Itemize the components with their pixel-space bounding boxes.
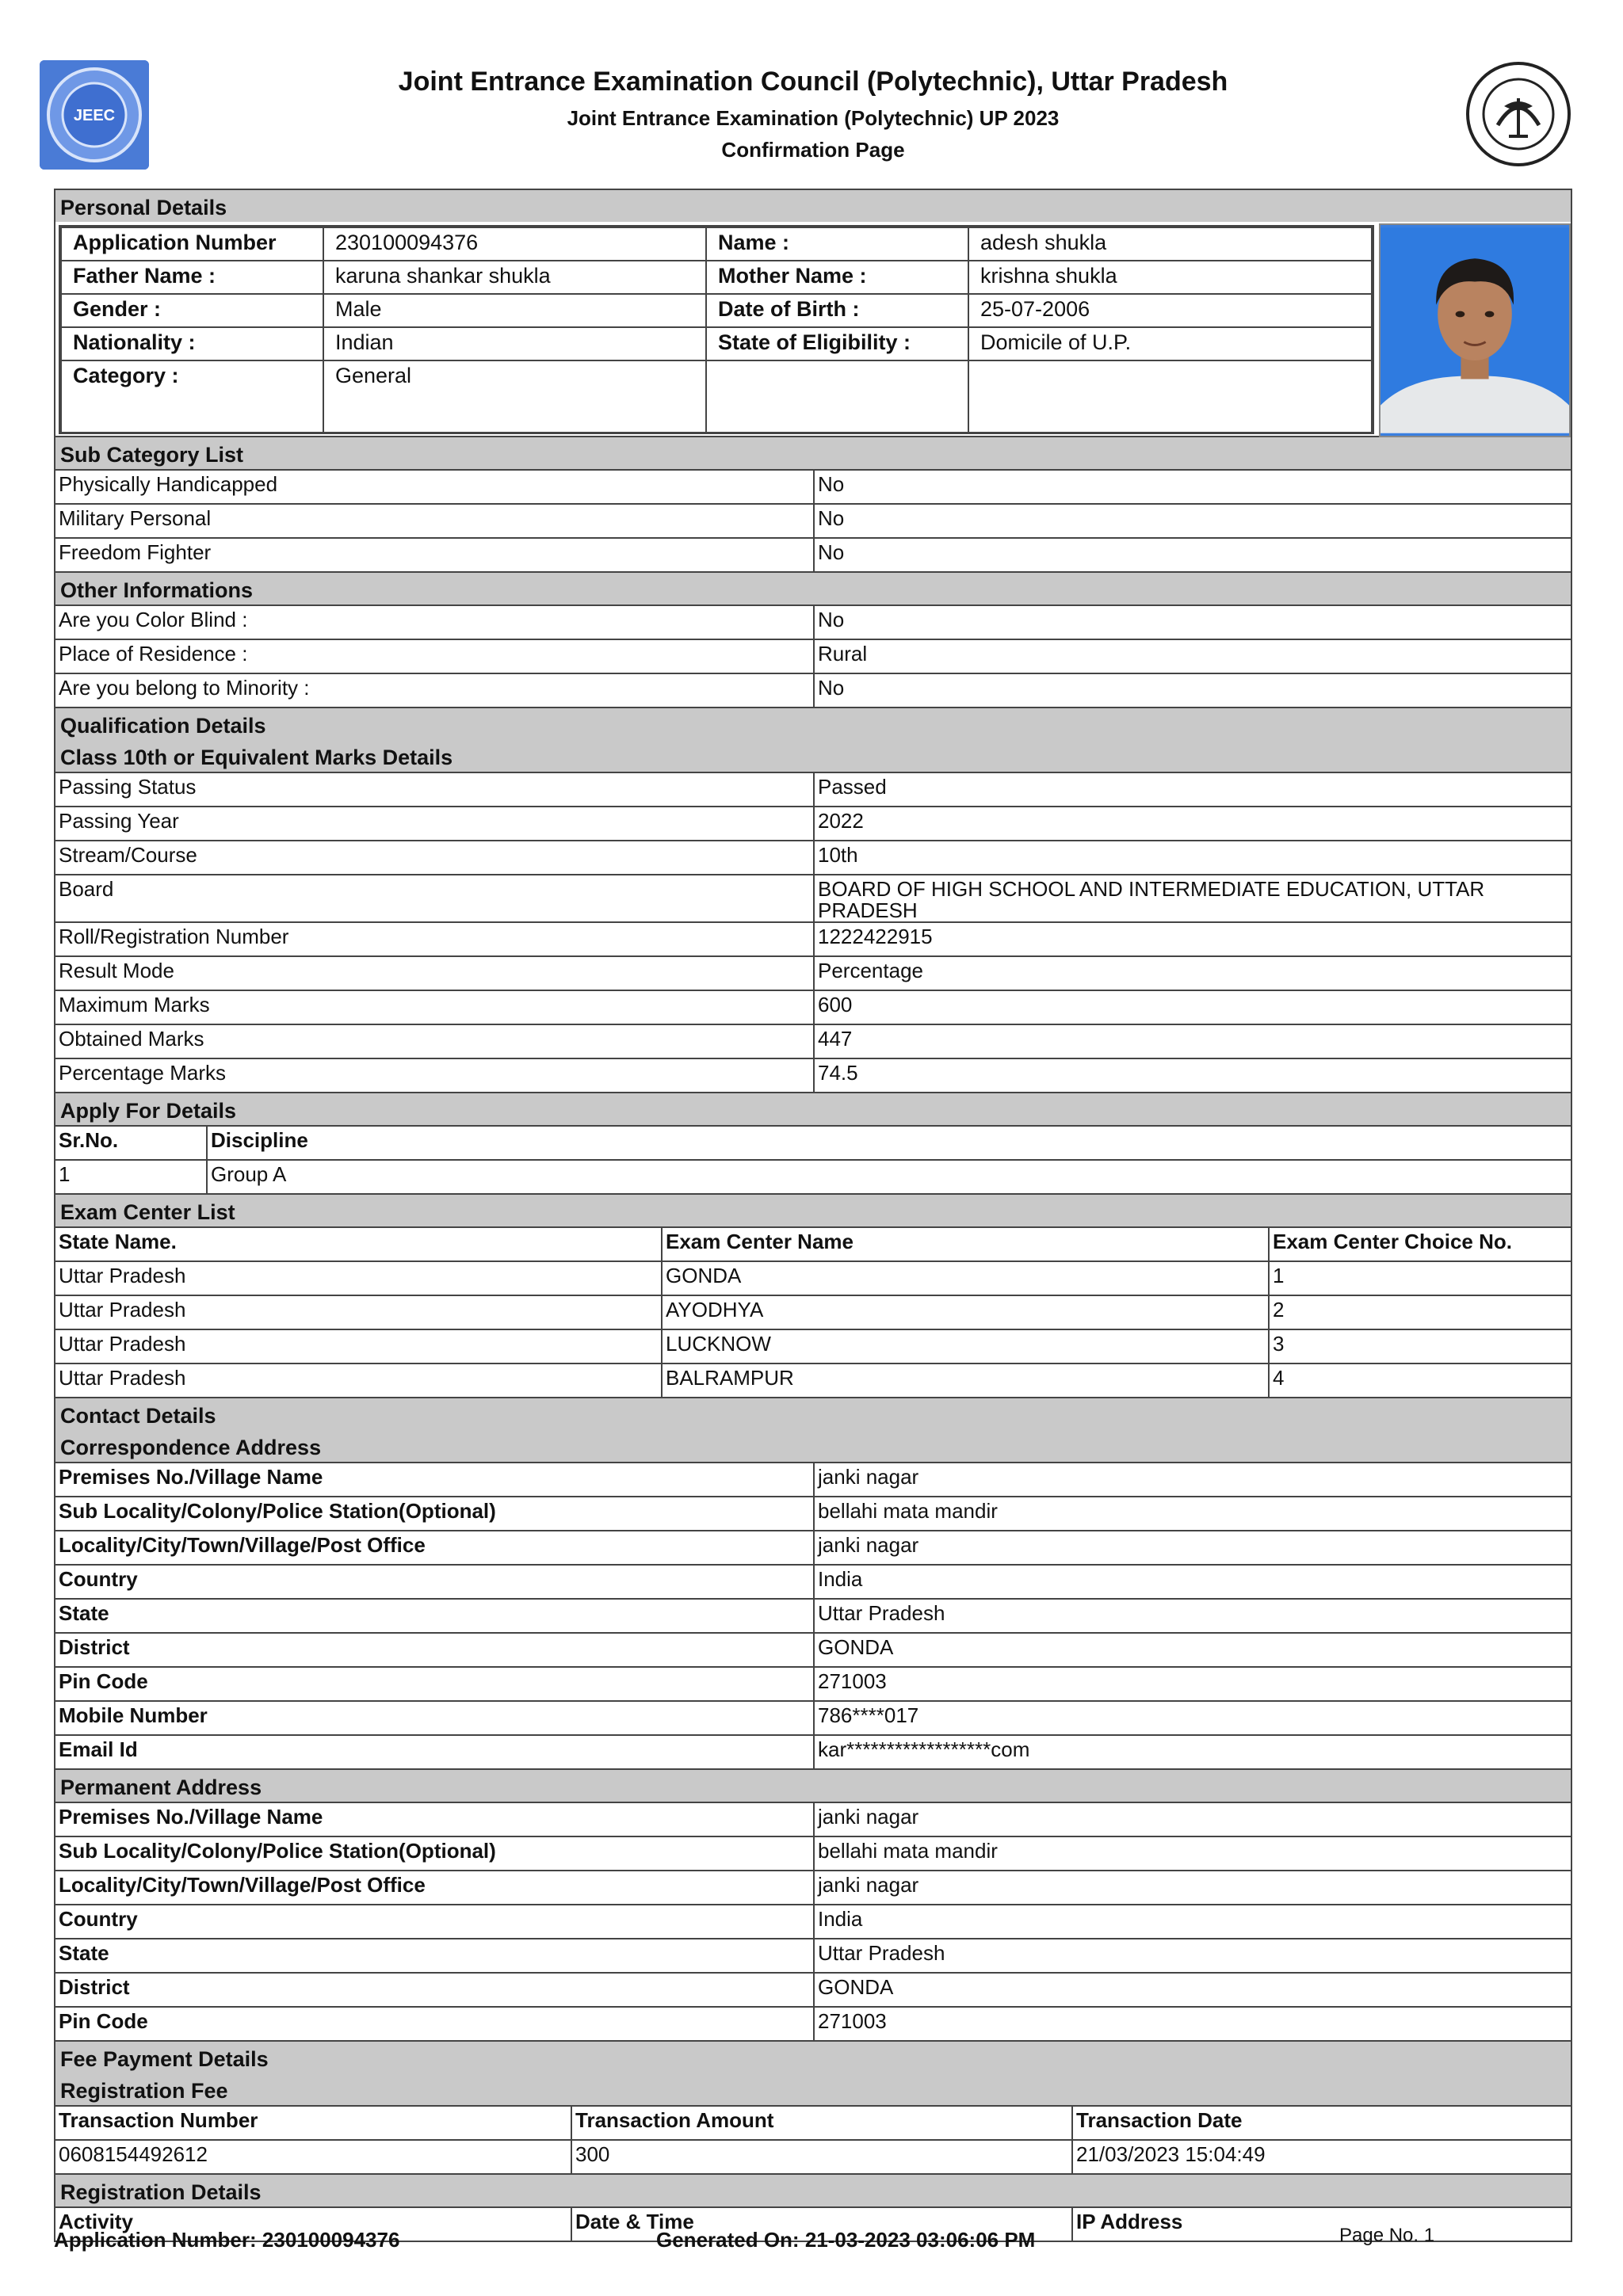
candidate-photo — [1379, 223, 1571, 437]
row-value: 10th — [814, 841, 1571, 875]
row-label: Are you Color Blind : — [55, 605, 814, 639]
fee-table — [54, 2105, 1572, 2175]
table-row — [55, 639, 1571, 673]
column-header: Transaction Number — [55, 2106, 571, 2140]
column-header: Transaction Amount — [571, 2106, 1072, 2140]
gender-label: Gender : — [61, 294, 323, 327]
row-label: Country — [55, 1565, 814, 1599]
father-name-label: Father Name : — [61, 261, 323, 294]
registration-details-heading: Registration Details — [54, 2175, 1572, 2206]
row-value: Rural — [814, 639, 1571, 673]
table-row — [55, 504, 1571, 538]
row-value: India — [814, 1565, 1571, 1599]
row-label: Passing Year — [55, 807, 814, 841]
contact-heading: Contact Details — [54, 1398, 1572, 1430]
table-row — [55, 1667, 1571, 1701]
table-row — [55, 1024, 1571, 1058]
table-row — [55, 470, 1571, 504]
row-value: Uttar Pradesh — [55, 1295, 662, 1329]
class-10th-heading: Class 10th or Equivalent Marks Details — [54, 740, 1572, 772]
exam-subtitle: Joint Entrance Examination (Polytechnic) UP 2023 — [567, 106, 1060, 130]
row-value: 2 — [1269, 1295, 1571, 1329]
row-label: Pin Code — [55, 2007, 814, 2041]
footer-application-number: Application Number: 230100094376 — [54, 2228, 400, 2252]
table-row — [55, 1295, 1571, 1329]
row-label: Pin Code — [55, 1667, 814, 1701]
row-value: janki nagar — [814, 1871, 1571, 1905]
table-row — [55, 772, 1571, 807]
nationality-label: Nationality : — [61, 327, 323, 360]
permanent-address-table — [54, 1802, 1572, 2042]
table-row — [55, 922, 1571, 956]
qualification-table — [54, 772, 1572, 1093]
table-header-row — [55, 2106, 1571, 2140]
row-value: No — [814, 470, 1571, 504]
empty-cell — [968, 360, 1372, 433]
row-value: janki nagar — [814, 1463, 1571, 1497]
table-row — [55, 1633, 1571, 1667]
up-government-seal-icon — [1463, 59, 1574, 170]
row-value: 1222422915 — [814, 922, 1571, 956]
row-label: Freedom Fighter — [55, 538, 814, 572]
row-label: Place of Residence : — [55, 639, 814, 673]
row-label: State — [55, 1939, 814, 1973]
table-row — [55, 1497, 1571, 1531]
table-row — [55, 605, 1571, 639]
row-label: Email Id — [55, 1735, 814, 1769]
table-row — [55, 1058, 1571, 1093]
row-value: bellahi mata mandir — [814, 1836, 1571, 1871]
table-row — [55, 1802, 1571, 1836]
row-label: Result Mode — [55, 956, 814, 990]
row-label: Physically Handicapped — [55, 470, 814, 504]
logo-text: JEEC — [73, 107, 116, 124]
row-value: Uttar Pradesh — [55, 1329, 662, 1363]
row-label: Sub Locality/Colony/Police Station(Optional) — [55, 1836, 814, 1871]
row-label: State — [55, 1599, 814, 1633]
table-row — [55, 1565, 1571, 1599]
table-row — [55, 1261, 1571, 1295]
table-row — [55, 841, 1571, 875]
table-row — [55, 1871, 1571, 1905]
row-value: 1 — [55, 1160, 207, 1194]
other-info-heading: Other Informations — [54, 573, 1572, 605]
apply-for-table — [54, 1125, 1572, 1195]
row-label: Obtained Marks — [55, 1024, 814, 1058]
table-header-row — [55, 1227, 1571, 1261]
row-value: GONDA — [814, 1633, 1571, 1667]
confirmation-page — [54, 0, 1572, 2242]
permanent-address-heading: Permanent Address — [54, 1770, 1572, 1802]
row-value: 3 — [1269, 1329, 1571, 1363]
row-value: Percentage — [814, 956, 1571, 990]
fee-payment-heading: Fee Payment Details — [54, 2042, 1572, 2073]
row-value: janki nagar — [814, 1531, 1571, 1565]
gender-value: Male — [323, 294, 706, 327]
row-value: 1 — [1269, 1261, 1571, 1295]
row-value: GONDA — [814, 1973, 1571, 2007]
column-header: Exam Center Choice No. — [1269, 1227, 1571, 1261]
row-value: Group A — [207, 1160, 1571, 1194]
table-row — [55, 1531, 1571, 1565]
row-value: Uttar Pradesh — [814, 1599, 1571, 1633]
row-value: BOARD OF HIGH SCHOOL AND INTERMEDIATE EDUCATION, UTTAR PRADESH — [814, 875, 1571, 922]
row-label: Passing Status — [55, 772, 814, 807]
eligibility-value: Domicile of U.P. — [968, 327, 1372, 360]
column-header: Discipline — [207, 1126, 1571, 1160]
row-label: Premises No./Village Name — [55, 1802, 814, 1836]
row-label: Locality/City/Town/Village/Post Office — [55, 1871, 814, 1905]
page-footer — [54, 2225, 1572, 2256]
table-row — [55, 673, 1571, 707]
row-value: LUCKNOW — [662, 1329, 1269, 1363]
table-row — [55, 538, 1571, 572]
row-label: Military Personal — [55, 504, 814, 538]
row-value: India — [814, 1905, 1571, 1939]
row-value: 300 — [571, 2140, 1072, 2174]
father-name-value: karuna shankar shukla — [323, 261, 706, 294]
row-value: 271003 — [814, 2007, 1571, 2041]
registration-fee-heading: Registration Fee — [54, 2073, 1572, 2105]
row-value: BALRAMPUR — [662, 1363, 1269, 1398]
footer-generated-on: Generated On: 21-03-2023 03:06:06 PM — [656, 2228, 1036, 2252]
personal-details — [54, 222, 1572, 437]
exam-center-table — [54, 1226, 1572, 1398]
table-row — [55, 875, 1571, 922]
mother-name-label: Mother Name : — [706, 261, 968, 294]
table-row — [55, 956, 1571, 990]
column-header: Sr.No. — [55, 1126, 207, 1160]
page-header — [54, 0, 1572, 189]
row-label: Maximum Marks — [55, 990, 814, 1024]
row-value: Uttar Pradesh — [55, 1261, 662, 1295]
row-value: 0608154492612 — [55, 2140, 571, 2174]
row-label: District — [55, 1633, 814, 1667]
row-label: Premises No./Village Name — [55, 1463, 814, 1497]
table-row — [55, 1363, 1571, 1398]
exam-center-heading: Exam Center List — [54, 1195, 1572, 1226]
row-value: 786****017 — [814, 1701, 1571, 1735]
row-label: Are you belong to Minority : — [55, 673, 814, 707]
empty-cell — [706, 360, 968, 433]
application-number-value: 230100094376 — [323, 227, 706, 261]
qualification-heading: Qualification Details — [54, 708, 1572, 740]
row-value: Uttar Pradesh — [55, 1363, 662, 1398]
column-header: Exam Center Name — [662, 1227, 1269, 1261]
table-row — [55, 1905, 1571, 1939]
apply-for-heading: Apply For Details — [54, 1093, 1572, 1125]
table-row — [55, 1463, 1571, 1497]
row-value: 2022 — [814, 807, 1571, 841]
table-row — [55, 1599, 1571, 1633]
page-name: Confirmation Page — [721, 138, 905, 162]
column-header: IP Address — [1072, 2207, 1571, 2241]
row-label: Percentage Marks — [55, 1058, 814, 1093]
category-label: Category : — [61, 360, 323, 433]
council-title: Joint Entrance Examination Council (Polytechnic), Uttar Pradesh — [398, 67, 1228, 97]
category-value: General — [323, 360, 706, 433]
mother-name-value: krishna shukla — [968, 261, 1372, 294]
row-value: kar******************com — [814, 1735, 1571, 1769]
eligibility-label: State of Eligibility : — [706, 327, 968, 360]
row-value: No — [814, 504, 1571, 538]
table-header-row — [55, 1126, 1571, 1160]
sub-category-heading: Sub Category List — [54, 437, 1572, 469]
row-value: janki nagar — [814, 1802, 1571, 1836]
table-row — [55, 807, 1571, 841]
row-value: GONDA — [662, 1261, 1269, 1295]
row-value: Passed — [814, 772, 1571, 807]
row-label: Sub Locality/Colony/Police Station(Optional) — [55, 1497, 814, 1531]
nationality-value: Indian — [323, 327, 706, 360]
row-label: Stream/Course — [55, 841, 814, 875]
personal-details-heading: Personal Details — [54, 189, 1572, 222]
row-value: No — [814, 538, 1571, 572]
table-row — [55, 1939, 1571, 1973]
row-value: 447 — [814, 1024, 1571, 1058]
column-header: Transaction Date — [1072, 2106, 1571, 2140]
row-value: No — [814, 605, 1571, 639]
table-row — [55, 1701, 1571, 1735]
row-value: 600 — [814, 990, 1571, 1024]
correspondence-table — [54, 1462, 1572, 1770]
table-row — [55, 1329, 1571, 1363]
sub-category-table — [54, 469, 1572, 573]
row-value: AYODHYA — [662, 1295, 1269, 1329]
table-row — [55, 1973, 1571, 2007]
column-header: Date & Time — [571, 2207, 1072, 2241]
row-label: Mobile Number — [55, 1701, 814, 1735]
table-row — [55, 2140, 1571, 2174]
footer-page-number: Page No. 1 — [1339, 2225, 1435, 2246]
table-row — [55, 1836, 1571, 1871]
row-label: Country — [55, 1905, 814, 1939]
row-value: 74.5 — [814, 1058, 1571, 1093]
row-value: 21/03/2023 15:04:49 — [1072, 2140, 1571, 2174]
row-label: District — [55, 1973, 814, 2007]
table-row — [55, 1160, 1571, 1194]
dob-value: 25-07-2006 — [968, 294, 1372, 327]
table-row — [55, 2007, 1571, 2041]
row-value: No — [814, 673, 1571, 707]
table-row — [55, 990, 1571, 1024]
dob-label: Date of Birth : — [706, 294, 968, 327]
column-header: State Name. — [55, 1227, 662, 1261]
row-label: Roll/Registration Number — [55, 922, 814, 956]
name-label: Name : — [706, 227, 968, 261]
row-label: Board — [55, 875, 814, 922]
correspondence-heading: Correspondence Address — [54, 1430, 1572, 1462]
other-info-table — [54, 605, 1572, 708]
row-value: Uttar Pradesh — [814, 1939, 1571, 1973]
application-number-label: Application Number — [61, 227, 323, 261]
row-value: bellahi mata mandir — [814, 1497, 1571, 1531]
column-header: Activity — [55, 2207, 571, 2241]
table-row — [55, 1735, 1571, 1769]
row-label: Locality/City/Town/Village/Post Office — [55, 1531, 814, 1565]
row-value: 4 — [1269, 1363, 1571, 1398]
row-value: 271003 — [814, 1667, 1571, 1701]
name-value: adesh shukla — [968, 227, 1372, 261]
